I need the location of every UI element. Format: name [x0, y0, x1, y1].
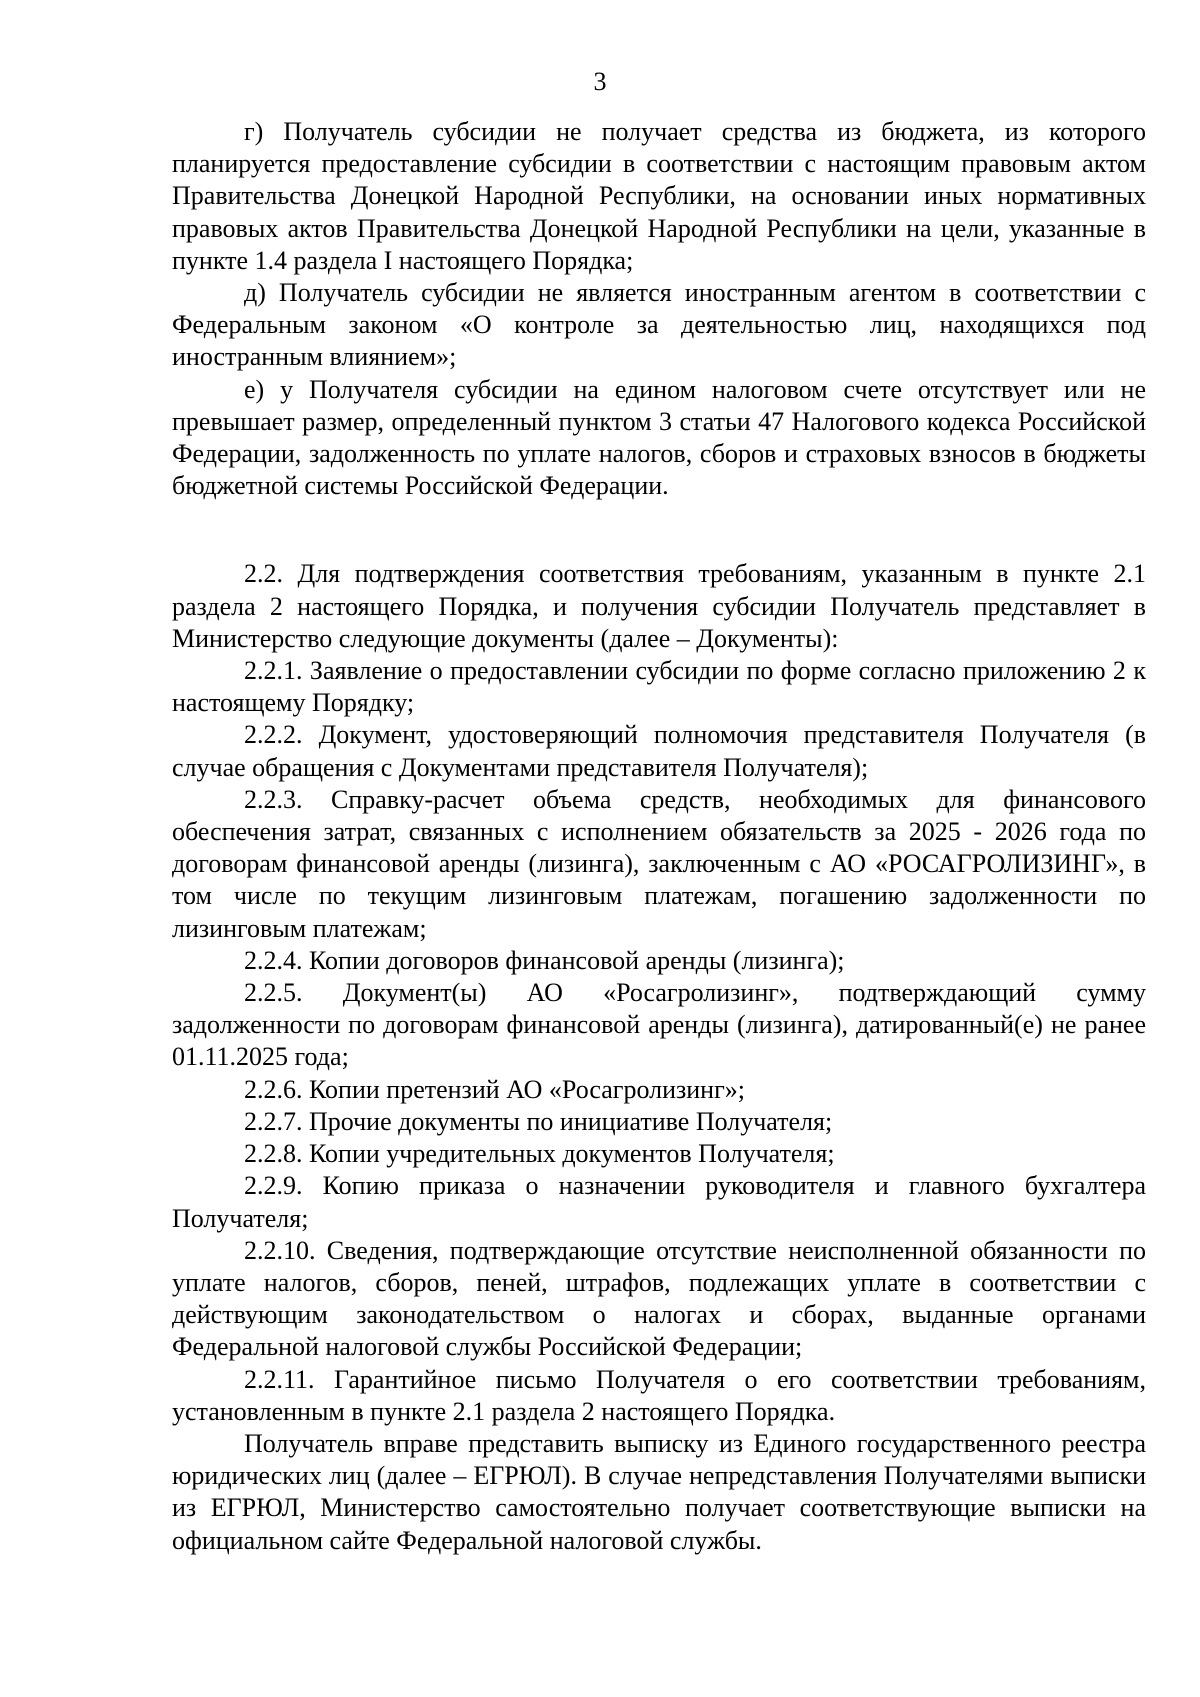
paragraph-2-2-5: 2.2.5. Документ(ы) АО «Росагролизинг», подтверждающий сумму задолженности по договорам финансовой аренды (лизинга), датированный(е) не ранее 01.11.2025 года; [172, 978, 1146, 1072]
paragraph-2-2: 2.2. Для подтверждения соответствия требованиям, указанным в пункте 2.1 раздела 2 настоящего Порядка, и получения субсидии Получатель представляет в Министерство следующие документы (далее – Документы): [172, 559, 1146, 653]
paragraph-2-2-2: 2.2.2. Документ, удостоверяющий полномочия представителя Получателя (в случае обращения с Документами представителя Получателя); [172, 720, 1146, 782]
paragraph-egrul: Получатель вправе представить выписку из Единого государственного реестра юридических лиц (далее – ЕГРЮЛ). В случае непредставления Получателями выписки из ЕГРЮЛ, Министерство самостоятельно получает соответствующие выписки на официальном сайте Федеральной налоговой службы. [172, 1428, 1146, 1555]
paragraph-item-d: д) Получатель субсидии не является иностранным агентом в соответствии с Федеральным законом «О контроле за деятельностью лиц, находящихся под иностранным влиянием»; [172, 278, 1146, 372]
paragraph-2-2-6: 2.2.6. Копии претензий АО «Росагролизинг»; [244, 1074, 745, 1104]
paragraph-item-e: е) у Получателя субсидии на едином налоговом счете отсутствует или не превышает размер, определенный пунктом 3 статьи 47 Налогового кодекса Российской Федерации, задолженность по уплате налогов, сборов и страховых взносов в бюджеты бюджетной системы Российской Федерации. [172, 374, 1146, 501]
paragraph-2-2-10: 2.2.10. Сведения, подтверждающие отсутствие неисполненной обязанности по уплате налогов, сборов, пеней, штрафов, подлежащих уплате в соответствии с действующим законодательством о налогах и сборах, выданные органами Федеральной налоговой службы Российской Федерации; [172, 1235, 1146, 1362]
document-body [172, 116, 1146, 1557]
paragraph-item-g: г) Получатель субсидии не получает средства из бюджета, из которого планируется предоставление субсидии в соответствии с настоящим правовым актом Правительства Донецкой Народной Республики, на основании иных нормативных правовых актов Правительства Донецкой Народной Республики на цели, указанные в пункте 1.4 раздела I настоящего Порядка; [172, 117, 1146, 275]
paragraph-2-2-9: 2.2.9. Копию приказа о назначении руководителя и главного бухгалтера Получателя; [172, 1171, 1146, 1233]
paragraph-2-2-1: 2.2.1. Заявление о предоставлении субсидии по форме согласно приложению 2 к настоящему Порядку; [172, 656, 1146, 718]
paragraph-2-2-7: 2.2.7. Прочие документы по инициативе Получателя; [244, 1106, 833, 1136]
paragraph-2-2-8: 2.2.8. Копии учредительных документов Получателя; [244, 1139, 835, 1169]
paragraph-spacer [172, 502, 1146, 558]
paragraph-2-2-3: 2.2.3. Справку-расчет объема средств, необходимых для финансового обеспечения затрат, связанных с исполнением обязательств за 2025 - 2026 года по договорам финансовой аренды (лизинга), заключенным с АО «РОСАГРОЛИЗИНГ», в том числе по текущим лизинговым платежам, погашению задолженности по лизинговым платежам; [172, 784, 1146, 943]
page-number: 3 [593, 67, 607, 96]
paragraph-2-2-11: 2.2.11. Гарантийное письмо Получателя о его соответствии требованиям, установленным в пункте 2.1 раздела 2 настоящего Порядка. [172, 1364, 1146, 1426]
paragraph-2-2-4: 2.2.4. Копии договоров финансовой аренды (лизинга); [244, 945, 845, 975]
